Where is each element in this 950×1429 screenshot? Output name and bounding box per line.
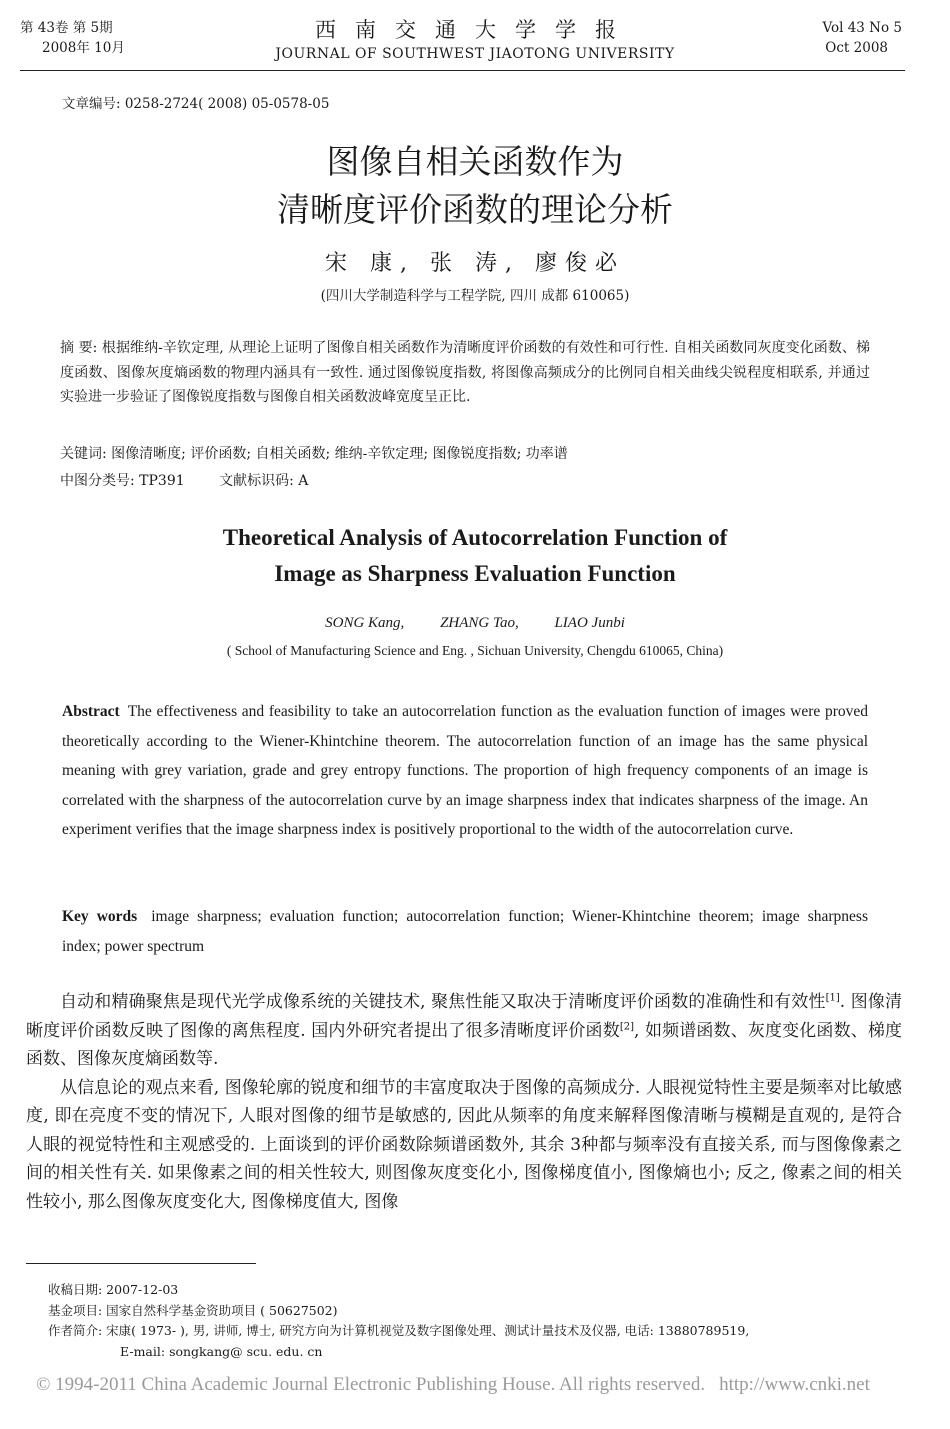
author-bio: 作者简介: 宋康( 1973- ), 男, 讲师, 博士, 研究方向为计算机视觉及数字图像处理、测试计量技术及仪器, 电话: 13880789519, — [48, 1323, 750, 1338]
paragraph-1: 自动和精确聚焦是现代光学成像系统的关键技术, 聚焦性能又取决于清晰度评价函数的准确性和有效性[1]. 图像清晰度评价函数反映了图像的离焦程度. 国内外研究者提出了很多清晰度评价函数[2], 如频谱函数、灰度变化函数、梯度函数、图像灰度熵函数等. — [26, 992, 902, 1069]
affiliation-cn: (四川大学制造科学与工程学院, 四川 成都 610065) — [320, 288, 630, 304]
citation-ref[interactable]: [2] — [619, 1020, 635, 1032]
title-line-1: 图像自相关函数作为 — [326, 142, 624, 181]
abstract-en — [62, 697, 868, 845]
journal-masthead — [0, 16, 950, 64]
keywords-en — [62, 902, 868, 961]
citation-ref[interactable]: [1] — [825, 992, 840, 1004]
abstract-text: The effectiveness and feasibility to take an autocorrelation function as the evaluation function of images were proved theoretically according to the Wiener-Khintchine theorem. The autocorrelation function of an image has the same physical meaning with grey variation, grade and grey entropy functions. The proportion of high frequency components of an image is correlated with the sharpness of the autocorrelation curve by an image sharpness index that indicates sharpness of the image. An experiment verifies that the image sharpness index is positively proportional to the width of the autocorrelation curve. — [62, 703, 868, 838]
paper-title-cn — [0, 138, 950, 234]
journal-name-cn: 西南交通大学学报 — [315, 18, 635, 42]
abstract-label: Abstract — [62, 703, 120, 720]
classification-line — [60, 469, 338, 493]
paper-title-en — [0, 520, 950, 592]
authors-en — [0, 615, 950, 632]
received-date: 收稿日期: 2007-12-03 — [48, 1282, 179, 1297]
keywords-text: image sharpness; evaluation function; autocorrelation function; Wiener-Khintchine theorem; image sharpness index; power spectrum — [62, 908, 868, 955]
affiliation-en: ( School of Manufacturing Science and Eng. , Sichuan University, Chengdu 610065, China) — [226, 643, 724, 658]
volume-issue: 第 43卷 第 5期 — [20, 20, 113, 36]
copyright-text: © 1994-2011 China Academic Journal Electronic Publishing House. All rights reserved. — [36, 1374, 706, 1395]
clc-number: 中图分类号: TP391 — [60, 473, 185, 489]
issue-date: 2008年 10月 — [42, 40, 125, 56]
authors-cn: 宋 康, 张 涛, 廖俊必 — [325, 251, 625, 276]
title-line-2: 清晰度评价函数的理论分析 — [277, 190, 673, 229]
author-en: LIAO Junbi — [554, 615, 625, 631]
footnote-divider — [26, 1263, 256, 1264]
fund-info: 基金项目: 国家自然科学基金资助项目 ( 50627502) — [48, 1302, 338, 1318]
body-text — [26, 988, 902, 1216]
author-en: SONG Kang, — [325, 615, 405, 631]
article-number: 文章编号: 0258-2724( 2008) 05-0578-05 — [62, 96, 330, 112]
journal-name-en: JOURNAL OF SOUTHWEST JIAOTONG UNIVERSITY — [275, 46, 675, 62]
volume-issue-en: Vol 43 No 5 — [822, 20, 902, 36]
footnotes — [48, 1280, 749, 1362]
header-right — [822, 18, 902, 58]
cnki-link[interactable]: http://www.cnki.net — [719, 1374, 870, 1395]
keywords-label: Key words — [62, 908, 138, 925]
author-email[interactable]: E-mail: songkang@ scu. edu. cn — [120, 1343, 323, 1359]
header-divider — [20, 70, 905, 71]
title-en-line-1: Theoretical Analysis of Autocorrelation Function of — [222, 525, 728, 550]
document-code: 文献标识码: A — [219, 473, 309, 489]
issue-date-en: Oct 2008 — [825, 40, 888, 56]
copyright-watermark — [36, 1374, 870, 1396]
paragraph-2: 从信息论的观点来看, 图像轮廓的锐度和细节的丰富度取决于图像的高频成分. 人眼视觉特性主要是频率对比敏感度, 即在亮度不变的情况下, 人眼对图像的细节是敏感的, 因此从频率的角度来解释图像清晰与模糊是直观的, 是符合人眼的视觉特性和主观感受的. 上面谈到的评价函数除频谱函数外, 其余 3种都与频率没有直接关系, 而与图像像素之间的相关性有关. 如果像素之间的相关性较大, 则图像灰度变化小, 图像梯度值小, 图像熵也小; 反之, 像素之间的相关性较小, 那么图像灰度变化大, 图像梯度值大, 图像 — [26, 1077, 902, 1212]
author-en: ZHANG Tao, — [440, 615, 519, 631]
keywords-cn: 关键词: 图像清晰度; 评价函数; 自相关函数; 维纳-辛钦定理; 图像锐度指数; 功率谱 — [60, 446, 568, 462]
title-en-line-2: Image as Sharpness Evaluation Function — [274, 561, 676, 586]
abstract-cn: 摘 要: 根据维纳-辛钦定理, 从理论上证明了图像自相关函数作为清晰度评价函数的有效性和可行性. 自相关函数同灰度变化函数、梯度函数、图像灰度熵函数的物理内涵具有一致性. 通过图像锐度指数, 将图像高频成分的比例同自相关曲线尖锐程度相联系, 并通过实验进一步验证了图像锐度指数与图像自相关函数波峰宽度呈正比. — [60, 340, 870, 405]
